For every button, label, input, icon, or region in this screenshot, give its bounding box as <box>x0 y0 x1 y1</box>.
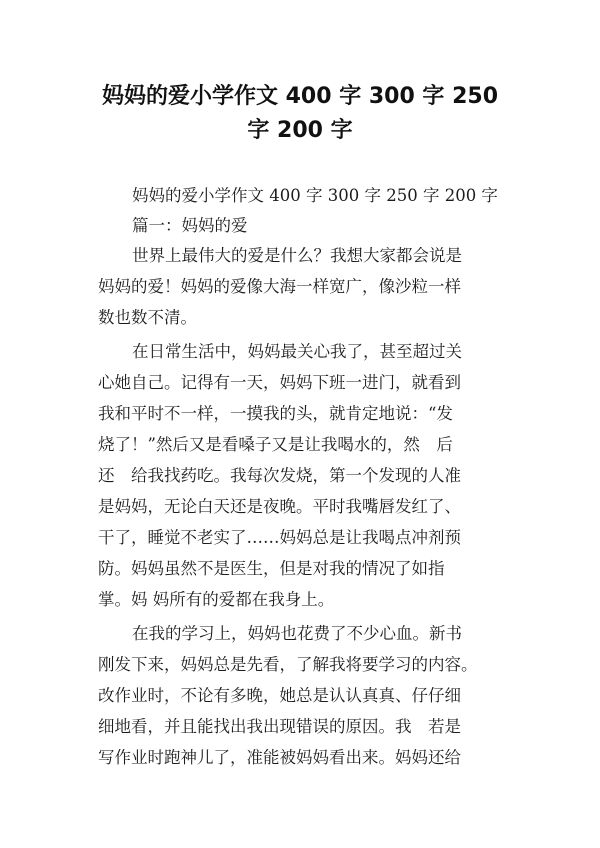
body-line-4: 妈妈的爱！妈妈的爱像大海一样宽广，像沙粒一样 <box>98 277 461 296</box>
body-line-13: 防。妈妈虽然不是医生，但是对我的情况了如指 <box>98 559 445 578</box>
body-line-8: 我和平时不一样，一摸我的头，就肯定地说：“发 <box>98 404 453 423</box>
body-line-6: 在日常生活中，妈妈最关心我了，甚至超过关 <box>132 342 462 361</box>
body-line-19: 写作业时跑神儿了，准能被妈妈看出来。妈妈还给 <box>98 748 461 767</box>
body-line-17: 改作业时，不论有多晚，她总是认认真真、仔仔细 <box>98 686 461 705</box>
document-title-line-2: 字 200 字 <box>247 118 353 143</box>
body-line-10: 还 给我找药吃。我每次发烧，第一个发现的人准 <box>98 466 461 485</box>
body-line-5: 数也数不清。 <box>98 308 197 327</box>
body-line-3: 世界上最伟大的爱是什么？我想大家都会说是 <box>132 246 462 265</box>
body-line-7: 心她自己。记得有一天，妈妈下班一进门，就看到 <box>98 373 461 392</box>
body-line-12: 干了，睡觉不老实了……妈妈总是让我喝点冲剂预 <box>98 528 461 547</box>
document-title-line-1: 妈妈的爱小学作文 400 字 300 字 250 <box>101 84 499 109</box>
body-line-1: 妈妈的爱小学作文 400 字 300 字 250 字 200 字 <box>132 186 498 205</box>
body-line-16: 刚发下来，妈妈总是先看，了解我将要学习的内容。 <box>98 655 478 674</box>
body-line-2: 篇一：妈妈的爱 <box>132 216 248 235</box>
body-line-18: 细地看，并且能找出我出现错误的原因。我 若是 <box>98 717 461 736</box>
body-line-11: 是妈妈，无论白天还是夜晚。平时我嘴唇发红了、 <box>98 497 461 516</box>
body-line-9: 烧了！”然后又是看嗓子又是让我喝水的，然 后 <box>98 435 453 454</box>
body-line-14: 掌。妈 妈所有的爱都在我身上。 <box>98 590 335 609</box>
body-line-15: 在我的学习上，妈妈也花费了不少心血。新书 <box>132 624 462 643</box>
